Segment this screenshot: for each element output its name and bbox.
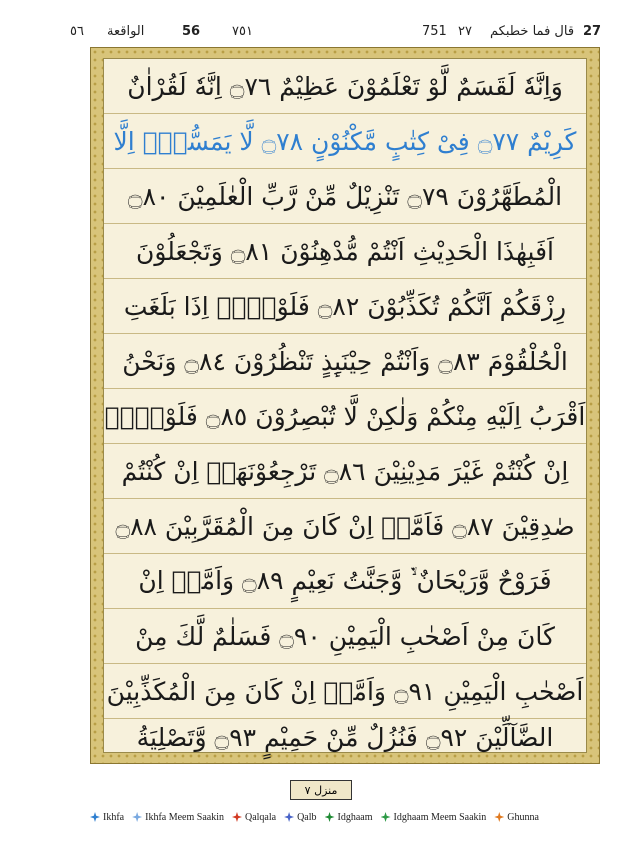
page-number-ar-left: ٥٦ (70, 24, 84, 39)
surah-number: 56 (182, 24, 201, 39)
juz-number-ar: ٢٧ (458, 24, 472, 39)
legend-ikhfa: Ikhfa (90, 812, 124, 823)
juz-name: قال فما خطبكم (490, 24, 575, 39)
manzil-label: منزل ٧ (290, 780, 352, 800)
verse-line-6: الْحُلْقُوْمَ ۝٨٣ وَاَنْتُمْ حِیْنَىِٕذٍ تَنْظُرُوْنَ ۝٨٤ وَنَحْنُ (104, 334, 586, 389)
verse-line-10: فَرَوْحٌ وَّرَیْحَانٌ ۙ۬ وَّجَنَّتُ نَعِیْمٍ ۝٨٩ وَاَمَّاۤ اِنْ (104, 554, 586, 609)
verse-panel (103, 58, 587, 753)
verse-line-8: اِنْ كُنْتُمْ غَیْرَ مَدِیْنِیْنَ ۝٨٦ تَرْجِعُوْنَهَاۤ اِنْ كُنْتُمْ (104, 444, 586, 499)
legend-star-icon (284, 812, 294, 822)
verse-line-4: اَفَبِهٰذَا الْحَدِیْثِ اَنْتُمْ مُّدْهِنُوْنَ ۝٨١ وَتَجْعَلُوْنَ (104, 224, 586, 279)
legend-qalqala: Qalqala (232, 812, 276, 823)
verse-line-13: الضَّآلِّیْنَ ۝٩٢ فَنُزُلٌ مِّنْ حَمِیْمٍ ۝٩٣ وَّتَصْلِیَةُ (136, 723, 554, 752)
legend-star-icon (325, 812, 335, 822)
legend-star-icon (381, 812, 391, 822)
verse-line-2: كَرِیْمٌ ۝٧٧ فِیْ كِتٰبٍ مَّكْنُوْنٍ ۝٧٨ لَّا یَمَسُّهٗۤ اِلَّا (104, 114, 586, 169)
legend-star-icon (90, 812, 100, 822)
verse-line-11: كَانَ مِنْ اَصْحٰبِ الْیَمِیْنِ ۝٩٠ فَسَلٰمٌ لَّكَ مِنْ (104, 609, 586, 664)
legend-ikhfa-meem-saakin: Ikhfa Meem Saakin (132, 812, 224, 823)
verse-line-7: اَقْرَبُ اِلَیْهِ مِنْكُمْ وَلٰكِنْ لَّا تُبْصِرُوْنَ ۝٨٥ فَلَوْلَاۤ (104, 389, 586, 444)
surah-name: الواقعة (107, 24, 145, 39)
legend-idghaam-meem-saakin: Idghaam Meem Saakin (381, 812, 487, 823)
verse-line-3: الْمُطَهَّرُوْنَ ۝٧٩ تَنْزِیْلٌ مِّنْ رَّبِّ الْعٰلَمِیْنَ ۝٨٠ (104, 169, 586, 224)
verse-line-1: وَاِنَّهٗ لَقَسَمٌ لَّوْ تَعْلَمُوْنَ عَظِیْمٌ ۝٧٦ اِنَّهٗ لَقُرْاٰنٌ (104, 59, 586, 114)
verse-line-12: اَصْحٰبِ الْیَمِیْنِ ۝٩١ وَاَمَّاۤ اِنْ كَانَ مِنَ الْمُكَذِّبِیْنَ (104, 664, 586, 719)
legend-star-icon (232, 812, 242, 822)
verse-line-9: صٰدِقِیْنَ ۝٨٧ فَاَمَّاۤ اِنْ كَانَ مِنَ الْمُقَرَّبِیْنَ ۝٨٨ (104, 499, 586, 554)
verse-line-5: رِزْقَكُمْ اَنَّكُمْ تُكَذِّبُوْنَ ۝٨٢ فَلَوْلَاۤ اِذَا بَلَغَتِ (104, 279, 586, 334)
legend-qalb: Qalb (284, 812, 316, 823)
legend-star-icon (132, 812, 142, 822)
legend-idghaam: Idghaam (325, 812, 373, 823)
tajweed-legend (90, 805, 600, 829)
legend-ghunna: Ghunna (494, 812, 539, 823)
page-number-ar: ٧٥١ (232, 24, 253, 39)
legend-star-icon (494, 812, 504, 822)
page-number: 751 (422, 24, 447, 39)
mushaf-frame (90, 47, 600, 764)
juz-number: 27 (583, 24, 602, 39)
